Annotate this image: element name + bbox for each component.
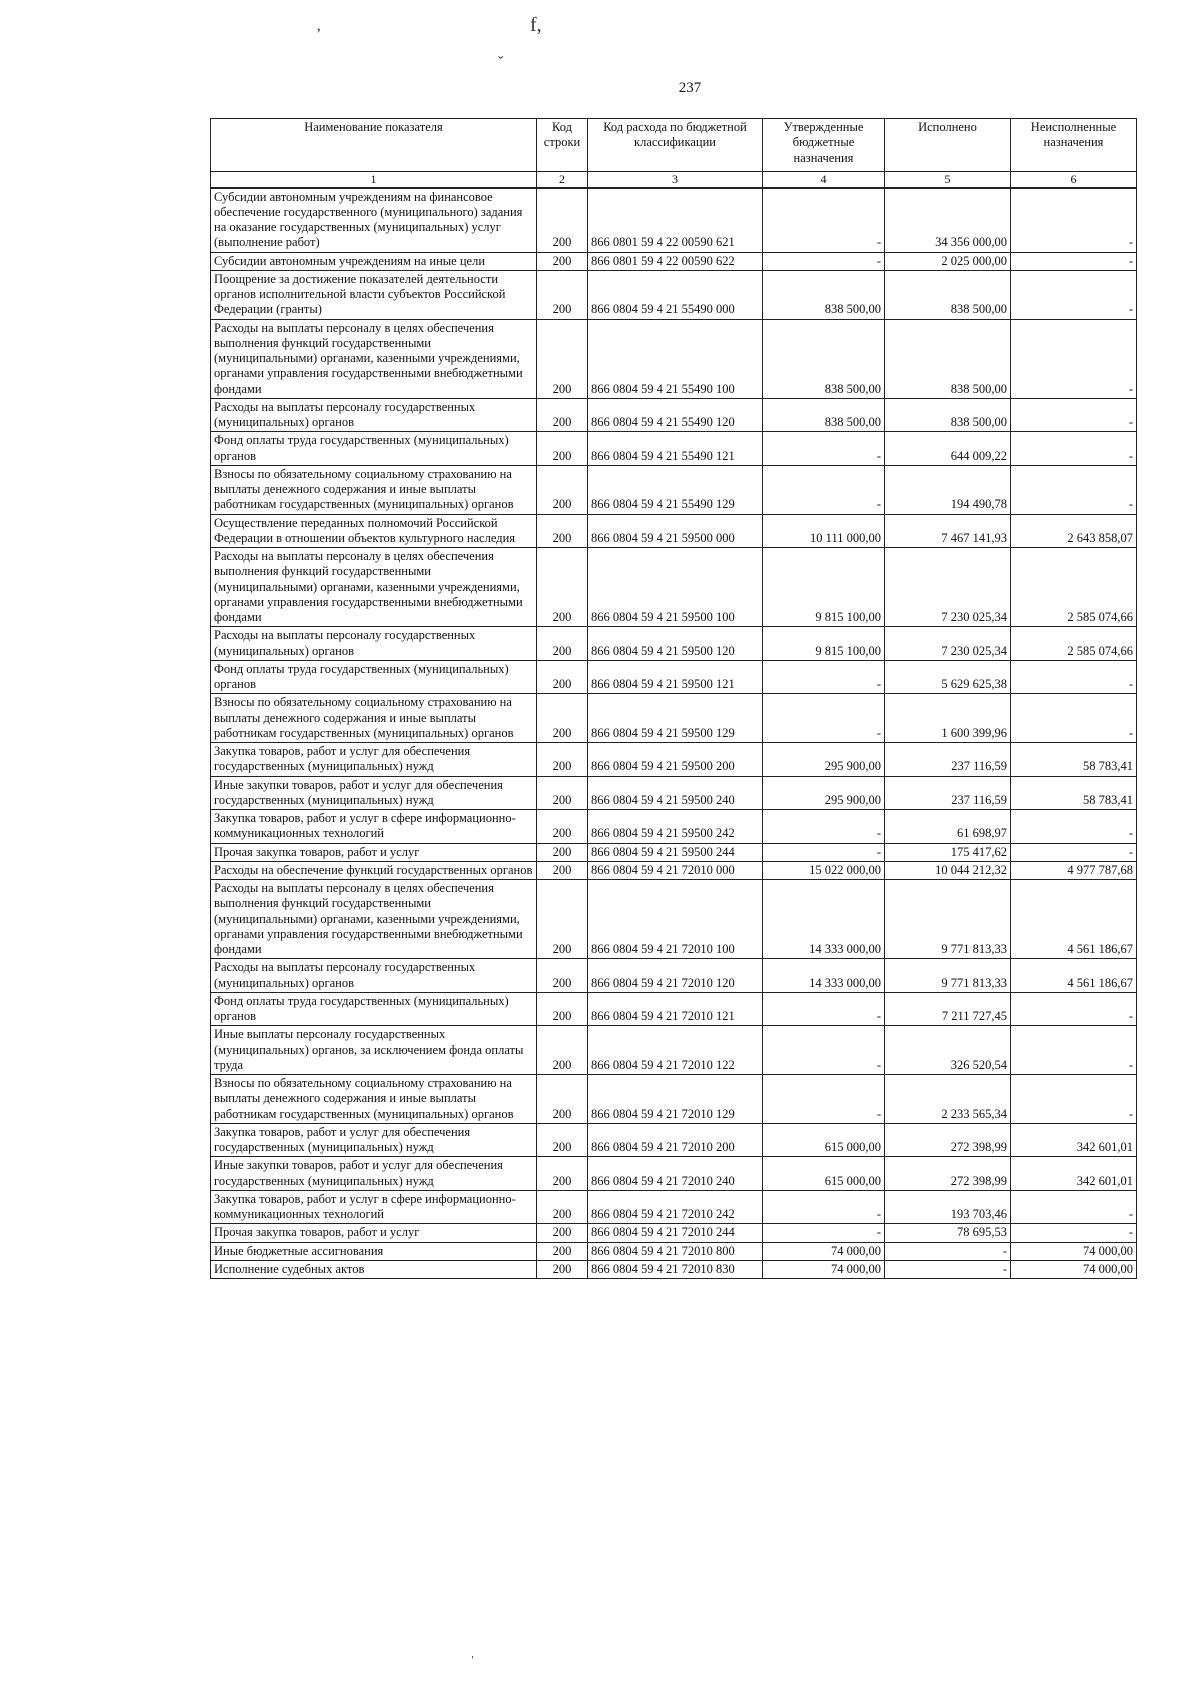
- approved-cell: 838 500,00: [763, 398, 885, 432]
- line-code-cell: 200: [537, 992, 588, 1026]
- unexecuted-cell: 2 585 074,66: [1011, 627, 1137, 661]
- indicator-name-cell: Закупка товаров, работ и услуг в сфере информационно-коммуникационных технологий: [211, 810, 537, 844]
- budget-code-cell: 866 0804 59 4 21 72010 129: [588, 1075, 763, 1124]
- table-row: [211, 694, 1137, 743]
- table-row: [211, 1123, 1137, 1157]
- executed-cell: 326 520,54: [885, 1026, 1011, 1075]
- table-row: [211, 992, 1137, 1026]
- table-row: [211, 1242, 1137, 1260]
- line-code-cell: 200: [537, 1157, 588, 1191]
- unexecuted-cell: 342 601,01: [1011, 1157, 1137, 1191]
- indicator-name-cell: Расходы на обеспечение функций государственных органов: [211, 861, 537, 879]
- line-code-cell: 200: [537, 743, 588, 777]
- executed-cell: 7 230 025,34: [885, 627, 1011, 661]
- approved-cell: 10 111 000,00: [763, 514, 885, 548]
- line-code-cell: 200: [537, 188, 588, 253]
- table-row: [211, 1075, 1137, 1124]
- approved-cell: -: [763, 694, 885, 743]
- unexecuted-cell: -: [1011, 432, 1137, 466]
- approved-cell: -: [763, 1190, 885, 1224]
- scan-mark-f: f,: [530, 14, 542, 36]
- column-number: 4: [763, 172, 885, 188]
- header-budget-code: Код расхода по бюджетной классификации: [588, 119, 763, 172]
- line-code-cell: 200: [537, 1190, 588, 1224]
- executed-cell: -: [885, 1242, 1011, 1260]
- executed-cell: 272 398,99: [885, 1123, 1011, 1157]
- executed-cell: 7 230 025,34: [885, 548, 1011, 627]
- approved-cell: 14 333 000,00: [763, 959, 885, 993]
- approved-cell: 838 500,00: [763, 319, 885, 398]
- scan-mark-tick: ˌ: [470, 1642, 476, 1659]
- executed-cell: 61 698,97: [885, 810, 1011, 844]
- table-row: [211, 465, 1137, 514]
- line-code-cell: 200: [537, 270, 588, 319]
- unexecuted-cell: 74 000,00: [1011, 1260, 1137, 1278]
- unexecuted-cell: 4 561 186,67: [1011, 959, 1137, 993]
- executed-cell: 193 703,46: [885, 1190, 1011, 1224]
- column-number: 3: [588, 172, 763, 188]
- line-code-cell: 200: [537, 252, 588, 270]
- indicator-name-cell: Поощрение за достижение показателей деятельности органов исполнительной власти субъектов Российской Федерации (гранты): [211, 270, 537, 319]
- unexecuted-cell: -: [1011, 1026, 1137, 1075]
- line-code-cell: 200: [537, 810, 588, 844]
- header-indicator-name: Наименование показателя: [211, 119, 537, 172]
- column-number: 5: [885, 172, 1011, 188]
- unexecuted-cell: -: [1011, 1190, 1137, 1224]
- approved-cell: -: [763, 465, 885, 514]
- unexecuted-cell: 2 585 074,66: [1011, 548, 1137, 627]
- unexecuted-cell: 4 561 186,67: [1011, 880, 1137, 959]
- budget-code-cell: 866 0804 59 4 21 55490 100: [588, 319, 763, 398]
- indicator-name-cell: Иные закупки товаров, работ и услуг для обеспечения государственных (муниципальных) нужд: [211, 1157, 537, 1191]
- table-row: [211, 514, 1137, 548]
- scan-mark-tick: ˇ: [498, 54, 504, 71]
- indicator-name-cell: Расходы на выплаты персоналу в целях обеспечения выполнения функций государственными (муниципальными) органами, казенными учреждениями, органами управления государственными внебюджетными фондами: [211, 548, 537, 627]
- indicator-name-cell: Субсидии автономным учреждениям на иные цели: [211, 252, 537, 270]
- table-row: [211, 959, 1137, 993]
- unexecuted-cell: -: [1011, 660, 1137, 694]
- table-row: [211, 432, 1137, 466]
- approved-cell: -: [763, 992, 885, 1026]
- line-code-cell: 200: [537, 959, 588, 993]
- unexecuted-cell: -: [1011, 694, 1137, 743]
- executed-cell: 1 600 399,96: [885, 694, 1011, 743]
- table-row: [211, 660, 1137, 694]
- budget-code-cell: 866 0804 59 4 21 55490 000: [588, 270, 763, 319]
- line-code-cell: 200: [537, 1123, 588, 1157]
- unexecuted-cell: -: [1011, 843, 1137, 861]
- unexecuted-cell: -: [1011, 465, 1137, 514]
- table-row: [211, 398, 1137, 432]
- unexecuted-cell: 58 783,41: [1011, 776, 1137, 810]
- approved-cell: -: [763, 810, 885, 844]
- budget-code-cell: 866 0804 59 4 21 59500 240: [588, 776, 763, 810]
- header-line-code: Код строки: [537, 119, 588, 172]
- header-approved: Утвержденные бюджетные назначения: [763, 119, 885, 172]
- approved-cell: -: [763, 1224, 885, 1242]
- budget-code-cell: 866 0804 59 4 21 59500 129: [588, 694, 763, 743]
- table-row: [211, 548, 1137, 627]
- indicator-name-cell: Расходы на выплаты персоналу в целях обеспечения выполнения функций государственными (муниципальными) органами, казенными учреждениями, органами управления государственными внебюджетными фондами: [211, 880, 537, 959]
- budget-code-cell: 866 0804 59 4 21 59500 100: [588, 548, 763, 627]
- table-row: [211, 627, 1137, 661]
- budget-code-cell: 866 0804 59 4 21 72010 120: [588, 959, 763, 993]
- indicator-name-cell: Иные бюджетные ассигнования: [211, 1242, 537, 1260]
- approved-cell: -: [763, 188, 885, 253]
- executed-cell: 2 233 565,34: [885, 1075, 1011, 1124]
- executed-cell: 10 044 212,32: [885, 861, 1011, 879]
- executed-cell: 644 009,22: [885, 432, 1011, 466]
- line-code-cell: 200: [537, 548, 588, 627]
- budget-code-cell: 866 0804 59 4 21 59500 000: [588, 514, 763, 548]
- executed-cell: 237 116,59: [885, 776, 1011, 810]
- executed-cell: 272 398,99: [885, 1157, 1011, 1191]
- budget-code-cell: 866 0804 59 4 21 55490 121: [588, 432, 763, 466]
- table-body: [211, 188, 1137, 1279]
- page-number: 237: [678, 80, 702, 96]
- budget-code-cell: 866 0804 59 4 21 59500 120: [588, 627, 763, 661]
- line-code-cell: 200: [537, 1224, 588, 1242]
- unexecuted-cell: 2 643 858,07: [1011, 514, 1137, 548]
- approved-cell: 14 333 000,00: [763, 880, 885, 959]
- indicator-name-cell: Прочая закупка товаров, работ и услуг: [211, 843, 537, 861]
- indicator-name-cell: Иные закупки товаров, работ и услуг для обеспечения государственных (муниципальных) нужд: [211, 776, 537, 810]
- approved-cell: 9 815 100,00: [763, 548, 885, 627]
- line-code-cell: 200: [537, 1026, 588, 1075]
- budget-code-cell: 866 0804 59 4 21 72010 240: [588, 1157, 763, 1191]
- unexecuted-cell: -: [1011, 252, 1137, 270]
- indicator-name-cell: Расходы на выплаты персоналу в целях обеспечения выполнения функций государственными (муниципальными) органами, казенными учреждениями, органами управления государственными внебюджетными фондами: [211, 319, 537, 398]
- line-code-cell: 200: [537, 1260, 588, 1278]
- executed-cell: 838 500,00: [885, 319, 1011, 398]
- executed-cell: 7 467 141,93: [885, 514, 1011, 548]
- unexecuted-cell: -: [1011, 188, 1137, 253]
- indicator-name-cell: Прочая закупка товаров, работ и услуг: [211, 1224, 537, 1242]
- line-code-cell: 200: [537, 776, 588, 810]
- budget-code-cell: 866 0804 59 4 21 59500 242: [588, 810, 763, 844]
- budget-code-cell: 866 0804 59 4 21 72010 242: [588, 1190, 763, 1224]
- approved-cell: 9 815 100,00: [763, 627, 885, 661]
- indicator-name-cell: Расходы на выплаты персоналу государственных (муниципальных) органов: [211, 959, 537, 993]
- table-row: [211, 270, 1137, 319]
- table-row: [211, 880, 1137, 959]
- indicator-name-cell: Иные выплаты персоналу государственных (муниципальных) органов, за исключением фонда оплаты труда: [211, 1026, 537, 1075]
- line-code-cell: 200: [537, 880, 588, 959]
- budget-code-cell: 866 0801 59 4 22 00590 622: [588, 252, 763, 270]
- executed-cell: 78 695,53: [885, 1224, 1011, 1242]
- executed-cell: -: [885, 1260, 1011, 1278]
- unexecuted-cell: -: [1011, 1075, 1137, 1124]
- table-row: [211, 188, 1137, 253]
- column-number: 6: [1011, 172, 1137, 188]
- approved-cell: -: [763, 432, 885, 466]
- executed-cell: 9 771 813,33: [885, 880, 1011, 959]
- approved-cell: 615 000,00: [763, 1123, 885, 1157]
- approved-cell: -: [763, 1075, 885, 1124]
- line-code-cell: 200: [537, 1075, 588, 1124]
- budget-code-cell: 866 0804 59 4 21 59500 200: [588, 743, 763, 777]
- table-row: [211, 843, 1137, 861]
- line-code-cell: 200: [537, 694, 588, 743]
- table-header-row: [211, 119, 1137, 172]
- line-code-cell: 200: [537, 861, 588, 879]
- indicator-name-cell: Фонд оплаты труда государственных (муниципальных) органов: [211, 660, 537, 694]
- table-row: [211, 319, 1137, 398]
- approved-cell: 615 000,00: [763, 1157, 885, 1191]
- budget-code-cell: 866 0804 59 4 21 72010 200: [588, 1123, 763, 1157]
- table-row: [211, 861, 1137, 879]
- table-row: [211, 810, 1137, 844]
- executed-cell: 838 500,00: [885, 398, 1011, 432]
- budget-code-cell: 866 0804 59 4 21 72010 830: [588, 1260, 763, 1278]
- table-row: [211, 1224, 1137, 1242]
- line-code-cell: 200: [537, 514, 588, 548]
- indicator-name-cell: Закупка товаров, работ и услуг в сфере информационно-коммуникационных технологий: [211, 1190, 537, 1224]
- unexecuted-cell: -: [1011, 270, 1137, 319]
- column-numbers-row: [211, 172, 1137, 188]
- budget-code-cell: 866 0804 59 4 21 59500 244: [588, 843, 763, 861]
- indicator-name-cell: Фонд оплаты труда государственных (муниципальных) органов: [211, 992, 537, 1026]
- indicator-name-cell: Фонд оплаты труда государственных (муниципальных) органов: [211, 432, 537, 466]
- indicator-name-cell: Взносы по обязательному социальному страхованию на выплаты денежного содержания и иные выплаты работникам государственных (муниципальных) органов: [211, 465, 537, 514]
- approved-cell: 74 000,00: [763, 1260, 885, 1278]
- approved-cell: 295 900,00: [763, 743, 885, 777]
- budget-code-cell: 866 0804 59 4 21 72010 244: [588, 1224, 763, 1242]
- executed-cell: 838 500,00: [885, 270, 1011, 319]
- table-row: [211, 743, 1137, 777]
- executed-cell: 175 417,62: [885, 843, 1011, 861]
- budget-code-cell: 866 0801 59 4 22 00590 621: [588, 188, 763, 253]
- approved-cell: -: [763, 843, 885, 861]
- indicator-name-cell: Закупка товаров, работ и услуг для обеспечения государственных (муниципальных) нужд: [211, 743, 537, 777]
- line-code-cell: 200: [537, 398, 588, 432]
- indicator-name-cell: Субсидии автономным учреждениям на финансовое обеспечение государственного (муниципального) задания на оказание государственных (муниципальных) услуг (выполнение работ): [211, 188, 537, 253]
- indicator-name-cell: Осуществление переданных полномочий Российской Федерации в отношении объектов культурного наследия: [211, 514, 537, 548]
- table-row: [211, 1190, 1137, 1224]
- table-row: [211, 1026, 1137, 1075]
- budget-code-cell: 866 0804 59 4 21 72010 000: [588, 861, 763, 879]
- executed-cell: 34 356 000,00: [885, 188, 1011, 253]
- line-code-cell: 200: [537, 843, 588, 861]
- approved-cell: 74 000,00: [763, 1242, 885, 1260]
- unexecuted-cell: 58 783,41: [1011, 743, 1137, 777]
- approved-cell: 838 500,00: [763, 270, 885, 319]
- executed-cell: 9 771 813,33: [885, 959, 1011, 993]
- unexecuted-cell: -: [1011, 992, 1137, 1026]
- budget-code-cell: 866 0804 59 4 21 72010 800: [588, 1242, 763, 1260]
- approved-cell: 15 022 000,00: [763, 861, 885, 879]
- approved-cell: -: [763, 660, 885, 694]
- executed-cell: 2 025 000,00: [885, 252, 1011, 270]
- unexecuted-cell: 74 000,00: [1011, 1242, 1137, 1260]
- indicator-name-cell: Закупка товаров, работ и услуг для обеспечения государственных (муниципальных) нужд: [211, 1123, 537, 1157]
- line-code-cell: 200: [537, 660, 588, 694]
- indicator-name-cell: Расходы на выплаты персоналу государственных (муниципальных) органов: [211, 398, 537, 432]
- executed-cell: 7 211 727,45: [885, 992, 1011, 1026]
- executed-cell: 5 629 625,38: [885, 660, 1011, 694]
- budget-code-cell: 866 0804 59 4 21 55490 129: [588, 465, 763, 514]
- line-code-cell: 200: [537, 627, 588, 661]
- indicator-name-cell: Исполнение судебных актов: [211, 1260, 537, 1278]
- budget-code-cell: 866 0804 59 4 21 72010 100: [588, 880, 763, 959]
- executed-cell: 194 490,78: [885, 465, 1011, 514]
- line-code-cell: 200: [537, 465, 588, 514]
- table-row: [211, 252, 1137, 270]
- table-row: [211, 1157, 1137, 1191]
- unexecuted-cell: 342 601,01: [1011, 1123, 1137, 1157]
- indicator-name-cell: Расходы на выплаты персоналу государственных (муниципальных) органов: [211, 627, 537, 661]
- budget-code-cell: 866 0804 59 4 21 59500 121: [588, 660, 763, 694]
- budget-code-cell: 866 0804 59 4 21 55490 120: [588, 398, 763, 432]
- budget-execution-table: [210, 118, 1137, 1279]
- line-code-cell: 200: [537, 319, 588, 398]
- column-number: 2: [537, 172, 588, 188]
- line-code-cell: 200: [537, 1242, 588, 1260]
- unexecuted-cell: -: [1011, 810, 1137, 844]
- executed-cell: 237 116,59: [885, 743, 1011, 777]
- column-number: 1: [211, 172, 537, 188]
- unexecuted-cell: 4 977 787,68: [1011, 861, 1137, 879]
- budget-code-cell: 866 0804 59 4 21 72010 121: [588, 992, 763, 1026]
- approved-cell: -: [763, 252, 885, 270]
- indicator-name-cell: Взносы по обязательному социальному страхованию на выплаты денежного содержания и иные выплаты работникам государственных (муниципальных) органов: [211, 1075, 537, 1124]
- indicator-name-cell: Взносы по обязательному социальному страхованию на выплаты денежного содержания и иные выплаты работникам государственных (муниципальных) органов: [211, 694, 537, 743]
- table-row: [211, 776, 1137, 810]
- header-unexecuted: Неисполненные назначения: [1011, 119, 1137, 172]
- approved-cell: -: [763, 1026, 885, 1075]
- table-row: [211, 1260, 1137, 1278]
- unexecuted-cell: -: [1011, 319, 1137, 398]
- approved-cell: 295 900,00: [763, 776, 885, 810]
- header-executed: Исполнено: [885, 119, 1011, 172]
- line-code-cell: 200: [537, 432, 588, 466]
- scan-mark-tick: ’: [316, 26, 322, 43]
- budget-code-cell: 866 0804 59 4 21 72010 122: [588, 1026, 763, 1075]
- unexecuted-cell: -: [1011, 1224, 1137, 1242]
- unexecuted-cell: -: [1011, 398, 1137, 432]
